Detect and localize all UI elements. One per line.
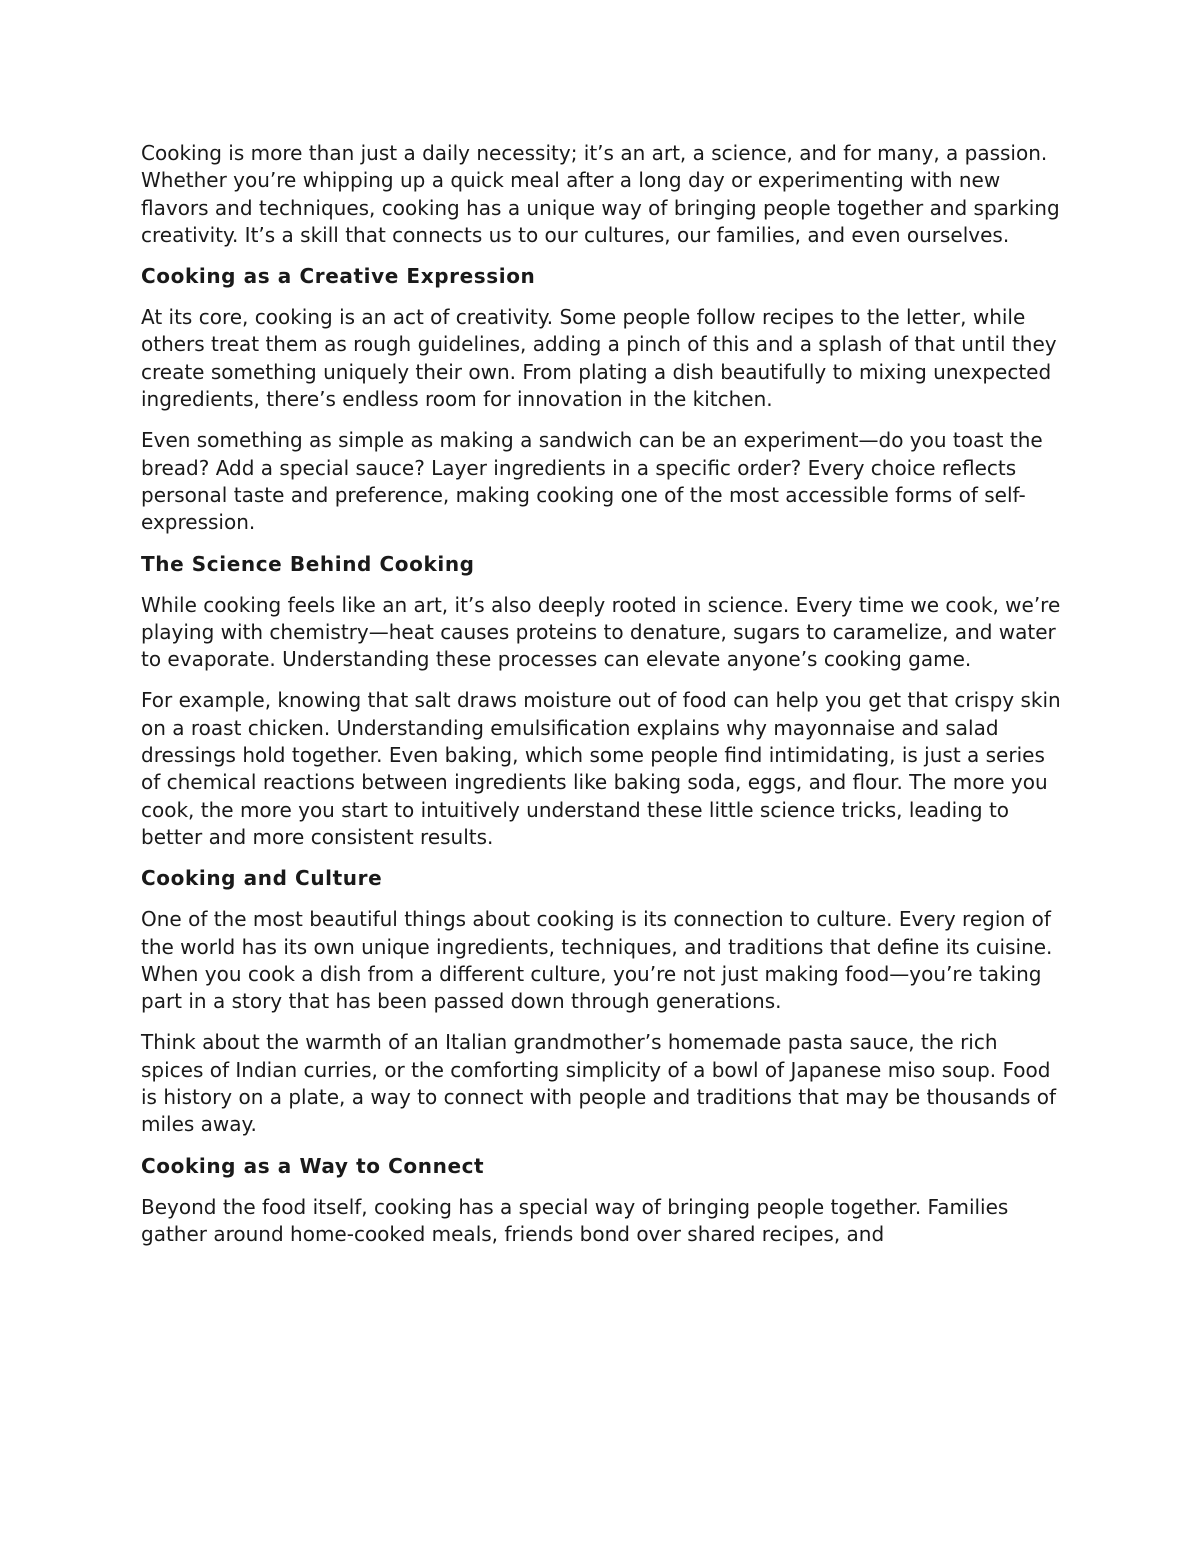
section-heading-creative-expression: Cooking as a Creative Expression [141, 264, 536, 289]
section-heading-science: The Science Behind Cooking [141, 551, 475, 576]
paragraph: At its core, cooking is an act of creativity. Some people follow recipes to the letter, while others treat them as rough guidelines, adding a pinch of this and a splash of that until they create something uniquely their own. From plating a dish beautifully to mixing unexpected ingredients, there’s endless room for innovation in the kitchen. [141, 305, 1057, 412]
section-heading-culture: Cooking and Culture [141, 866, 383, 891]
section-heading-connect: Cooking as a Way to Connect [141, 1153, 485, 1178]
paragraph: Think about the warmth of an Italian grandmother’s homemade pasta sauce, the rich spices of Indian curries, or the comforting simplicity of a bowl of Japanese miso soup. Food is history on a plate, a way to connect with people and traditions that may be thousands of miles away. [141, 1030, 1057, 1137]
paragraph: Even something as simple as making a sandwich can be an experiment—do you toast the bread? Add a special sauce? Layer ingredients in a specific order? Every choice reflects personal taste and preference, making cooking one of the most accessible forms of self-expression. [141, 428, 1043, 535]
intro-paragraph: Cooking is more than just a daily necessity; it’s an art, a science, and for many, a passion. Whether you’re whipping up a quick meal after a long day or experimenting with new flavors and techniques, cooking has a unique way of bringing people together and sparking creativity. It’s a skill that connects us to our cultures, our families, and even ourselves. [141, 141, 1060, 247]
document-page [141, 140, 1061, 1262]
paragraph: Beyond the food itself, cooking has a special way of bringing people together. Families gather around home-cooked meals, friends bond over shared recipes, and [141, 1194, 1009, 1246]
paragraph: One of the most beautiful things about cooking is its connection to culture. Every region of the world has its own unique ingredients, techniques, and traditions that define its cuisine. When you cook a dish from a different culture, you’re not just making food—you’re taking part in a story that has been passed down through generations. [141, 907, 1053, 1014]
paragraph: For example, knowing that salt draws moisture out of food can help you get that crispy skin on a roast chicken. Understanding emulsification explains why mayonnaise and salad dressings hold together. Even baking, which some people find intimidating, is just a series of chemical reactions between ingredients like baking soda, eggs, and flour. The more you cook, the more you start to intuitively understand these little science tricks, leading to better and more consistent results. [141, 688, 1061, 849]
paragraph: While cooking feels like an art, it’s also deeply rooted in science. Every time we cook, we’re playing with chemistry—heat causes proteins to denature, sugars to caramelize, and water to evaporate. Understanding these processes can elevate anyone’s cooking game. [141, 592, 1061, 672]
